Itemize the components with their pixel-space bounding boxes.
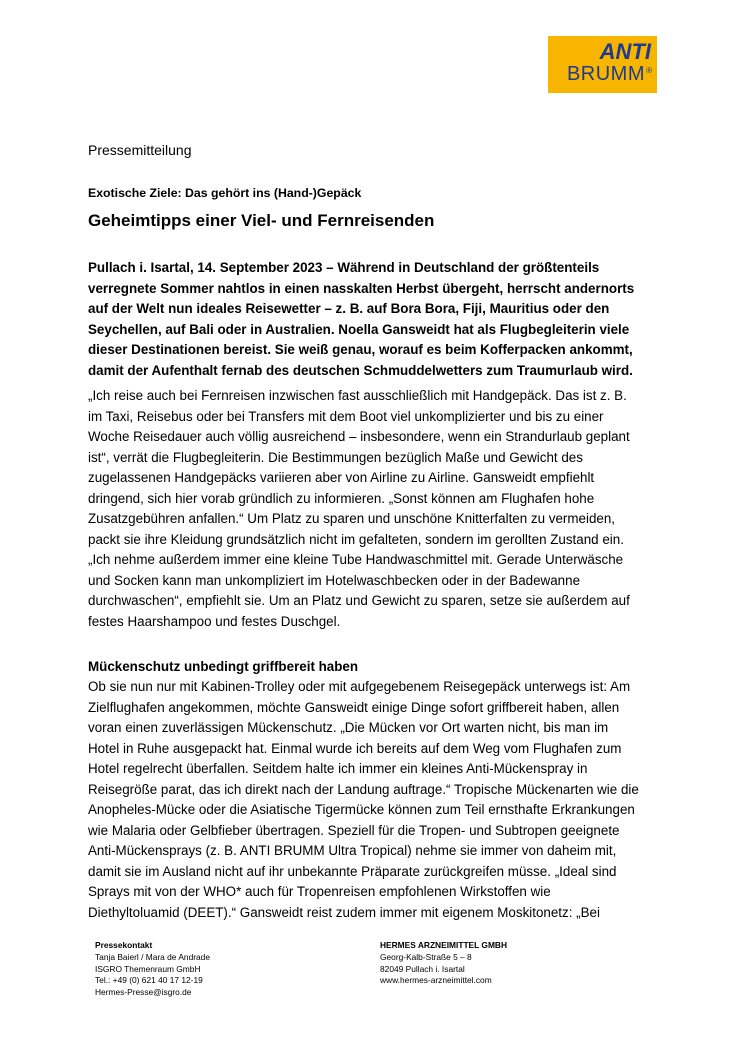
company-address-line: Georg-Kalb-Straße 5 – 8	[380, 951, 472, 962]
kicker: Exotische Ziele: Das gehört ins (Hand-)Gepäck	[88, 186, 362, 200]
body-line: packt sie ihre Kleidung grundsätzlich nicht im gefalteten, sondern im gerollten Zustand ein.	[88, 531, 624, 547]
body-line: Anti-Mückensprays (z. B. ANTI BRUMM Ultra Tropical) nehme sie immer von daheim mit,	[88, 843, 617, 858]
body-line: Diethyltoluamid (DEET).“ Gansweidt reist zudem immer mit eigenem Moskitonetz: „Bei	[88, 904, 600, 920]
body-line: damit sie im Ausland nicht auf ihr unbekannte Präparate zurückgreifen müsse. „Ideal sind	[88, 863, 617, 879]
body-paragraph-1	[88, 386, 653, 632]
body-line: festes Haarshampoo und festes Duschgel.	[88, 613, 341, 629]
body-line: voran einen zuverlässigen Mückenschutz. „Die Mücken vor Ort warten nicht, bis man im	[88, 720, 609, 735]
company-website[interactable]: www.hermes-arzneimittel.com	[380, 975, 492, 986]
press-contact-title: Pressekontakt	[95, 940, 153, 950]
body-line: Zusatzgebühren anfallen.“ Um Platz zu sparen und unschöne Knitterfalten zu vermeiden,	[88, 511, 616, 526]
lead-paragraph	[88, 258, 653, 381]
body-line: und Socken kann man unkompliziert im Hotelwaschbecken oder in der Badewanne	[88, 572, 581, 588]
press-contact-email[interactable]: Hermes-Presse@isgro.de	[95, 987, 192, 998]
company-address-line: 82049 Pullach i. Isartal	[380, 963, 465, 974]
body-line: Woche Reisedauer auch völlig ausreichend – insbesondere, wenn ein Strandurlaub geplant	[88, 429, 630, 444]
press-contact-line: Tel.: +49 (0) 621 40 17 12-19	[95, 975, 203, 986]
lead-line: Pullach i. Isartal, 14. September 2023 – Während in Deutschland der größtenteils	[88, 260, 600, 275]
lead-line: dieser Destinationen bereist. Sie weiß genau, worauf es beim Kofferpacken ankommt,	[88, 342, 633, 357]
body-line: dringend, sich hier vorab gründlich zu informieren. „Sonst können am Flughafen hohe	[88, 490, 595, 506]
lead-line: Seychellen, auf Bali oder in Australien. Noella Gansweidt hat als Flugbegleiterin viele	[88, 321, 630, 337]
body-line: „Ich reise auch bei Fernreisen inzwischen fast ausschließlich mit Handgepäck. Das ist z. B.	[88, 388, 627, 403]
body-line: im Taxi, Reisebus oder bei Transfers mit dem Boot viel unkomplizierter und bis zu einer	[88, 408, 604, 424]
body-line: Hotel regelrecht überfallen. Seitdem halte ich immer ein kleines Anti-Mückenspray in	[88, 761, 588, 776]
company-address	[380, 940, 507, 987]
logo-line1: ANTI	[599, 39, 651, 64]
lead-line: damit der Aufenthalt fernab des deutschen Schmuddelwetters zum Traumurlaub wird.	[88, 362, 633, 378]
body-line: Reisegröße parat, das ich direkt nach der Landung auftrage.“ Tropische Mückenarten wie die	[88, 781, 639, 797]
logo-line2: BRUMM	[566, 63, 645, 85]
lead-line: auf der Welt nun ideales Reisewetter – z. B. auf Bora Bora, Fiji, Mauritius oder den	[88, 301, 610, 316]
lead-line: verregnete Sommer nahtlos in einen nasskalten Herbst übergeht, herrscht andernorts	[88, 280, 635, 296]
press-contact-line: Tanja Baierl / Mara de Andrade	[95, 951, 210, 962]
body-line: zugelassenen Handgepäcks variieren aber von Airline zu Airline. Gansweidt empfiehlt	[88, 470, 595, 485]
body-line: Hotel in Ruhe ausgepackt hat. Einmal wurde ich bereits auf dem Weg vom Flughafen zum	[88, 740, 622, 756]
press-contact-line: ISGRO Themenraum GmbH	[95, 963, 201, 974]
body-line: „Ich nehme außerdem immer eine kleine Tube Handwaschmittel mit. Gerade Unterwäsche	[88, 552, 624, 567]
body-line: Anopheles-Mücke oder die Asiatische Tigermücke können zum Teil ernsthafte Erkrankungen	[88, 802, 635, 817]
body-line: Zielflughafen angekommen, möchte Gansweidt einige Dinge sofort griffbereit haben, allen	[88, 699, 620, 715]
body-line: Ob sie nun nur mit Kabinen-Trolley oder mit aufgegebenem Reisegepäck unterwegs ist: Am	[88, 679, 631, 694]
company-name: HERMES ARZNEIMITTEL GMBH	[380, 940, 508, 950]
body-paragraph-2	[88, 677, 653, 923]
body-line: durchwaschen“, empfiehlt sie. Um an Platz und Gewicht zu sparen, setze sie außerdem auf	[88, 593, 630, 608]
press-contact	[95, 940, 210, 999]
anti-brumm-logo	[548, 36, 657, 93]
body-line: ist“, verrät die Flugbegleiterin. Die Bestimmungen bezüglich Maße und Gewicht des	[88, 449, 583, 465]
document-label: Pressemitteilung	[88, 142, 192, 158]
subheading: Mückenschutz unbedingt griffbereit haben	[88, 659, 359, 674]
body-line: Sprays mit von der WHO* auch für Tropenreisen empfohlenen Wirkstoffen wie	[88, 884, 551, 899]
body-line: wie Malaria oder Gelbfieber übertragen. Speziell für die Tropen- und Subtropen geeignete	[88, 822, 620, 838]
headline: Geheimtipps einer Viel- und Fernreisenden	[88, 211, 435, 230]
logo-registered-mark: ®	[646, 66, 652, 75]
